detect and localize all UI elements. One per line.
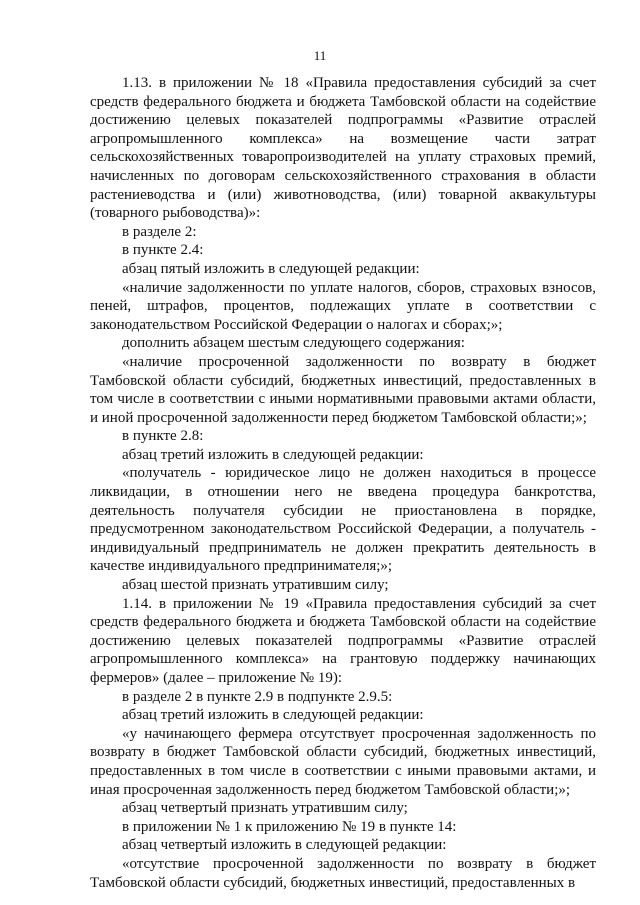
- paragraph-1-13-intro: 1.13. в приложении № 18 «Правила предоставления субсидий за счет средств федерального бюджета и бюджета Тамбовской области на содействие достижению целевых показателей подпрограммы «Развитие отраслей агропромышленного комплекса» на возмещение части затрат сельскохозяйственных товаропроизводителей на уплату страховых премий, начисленных по договорам сельскохозяйственного страхования в области растениеводства и (или) животноводства, (или) товарной аквакультуры (товарного рыбоводства)»:: [90, 75, 596, 222]
- paragraph-sixth-void: абзац шестой признать утратившим силу;: [122, 577, 389, 594]
- paragraph-recipient-quote: «получатель - юридическое лицо не должен находиться в процессе ликвидации, в отношении него не введена процедура банкротства, деятельность получателя субсидии не приостановлена в порядке, предусмотренном законодательством Российской Федерации, а получатель - индивидуальный предприниматель не должен прекратить деятельность в качестве индивидуального предпринимателя;»;: [90, 465, 596, 575]
- document-body: [90, 74, 596, 892]
- paragraph-clause-2-8: в пункте 2.8:: [122, 428, 204, 445]
- paragraph-add-sixth: дополнить абзацем шестым следующего содержания:: [122, 335, 465, 352]
- paragraph-1-14-intro: 1.14. в приложении № 19 «Правила предоставления субсидий за счет средств федерального бюджета и бюджета Тамбовской области на содействие достижению целевых показателей подпрограммы «Развитие отраслей агропромышленного комплекса» на грантовую поддержку начинающих фермеров» (далее – приложение № 19):: [90, 595, 596, 686]
- paragraph-absence-quote: «отсутствие просроченной задолженности по возврату в бюджет Тамбовской области субсидий, бюджетных инвестиций, предоставленных в: [90, 855, 596, 891]
- paragraph-clause-2-4: в пункте 2.4:: [122, 242, 204, 259]
- paragraph-subclause-2-9-5: в разделе 2 в пункте 2.9 в подпункте 2.9.5:: [122, 688, 393, 705]
- paragraph-third-abzac-2: абзац третий изложить в следующей редакции:: [122, 707, 424, 724]
- paragraph-annex-1-clause-14: в приложении № 1 к приложению № 19 в пункте 14:: [122, 818, 457, 835]
- paragraph-section-2: в разделе 2:: [122, 223, 197, 240]
- paragraph-farmer-quote: «у начинающего фермера отсутствует просроченная задолженность по возврату в бюджет Тамбовской области субсидий, бюджетных инвестиций, предоставленных в том числе в соответствии с иными правовыми актами, и иная просроченная задолженность перед бюджетом Тамбовской области;»;: [90, 725, 596, 798]
- paragraph-fifth-abzac: абзац пятый изложить в следующей редакции:: [122, 260, 420, 277]
- paragraph-overdue-debt-quote: «наличие просроченной задолженности по возврату в бюджет Тамбовской области субсидий, бюджетных инвестиций, предоставленных в том числе в соответствии с иными нормативными правовыми актами области, и иной просроченной задолженности перед бюджетом Тамбовской области;»;: [90, 353, 596, 426]
- page-number: 11: [313, 48, 327, 63]
- paragraph-tax-debt-quote: «наличие задолженности по уплате налогов, сборов, страховых взносов, пеней, штрафов, процентов, подлежащих уплате в соответствии с законодательством Российской Федерации о налогах и сборах;»;: [90, 279, 596, 333]
- paragraph-fourth-abzac: абзац четвертый изложить в следующей редакции:: [122, 837, 447, 854]
- paragraph-third-abzac: абзац третий изложить в следующей редакции:: [122, 446, 424, 463]
- paragraph-fourth-void: абзац четвертый признать утратившим силу;: [122, 800, 408, 817]
